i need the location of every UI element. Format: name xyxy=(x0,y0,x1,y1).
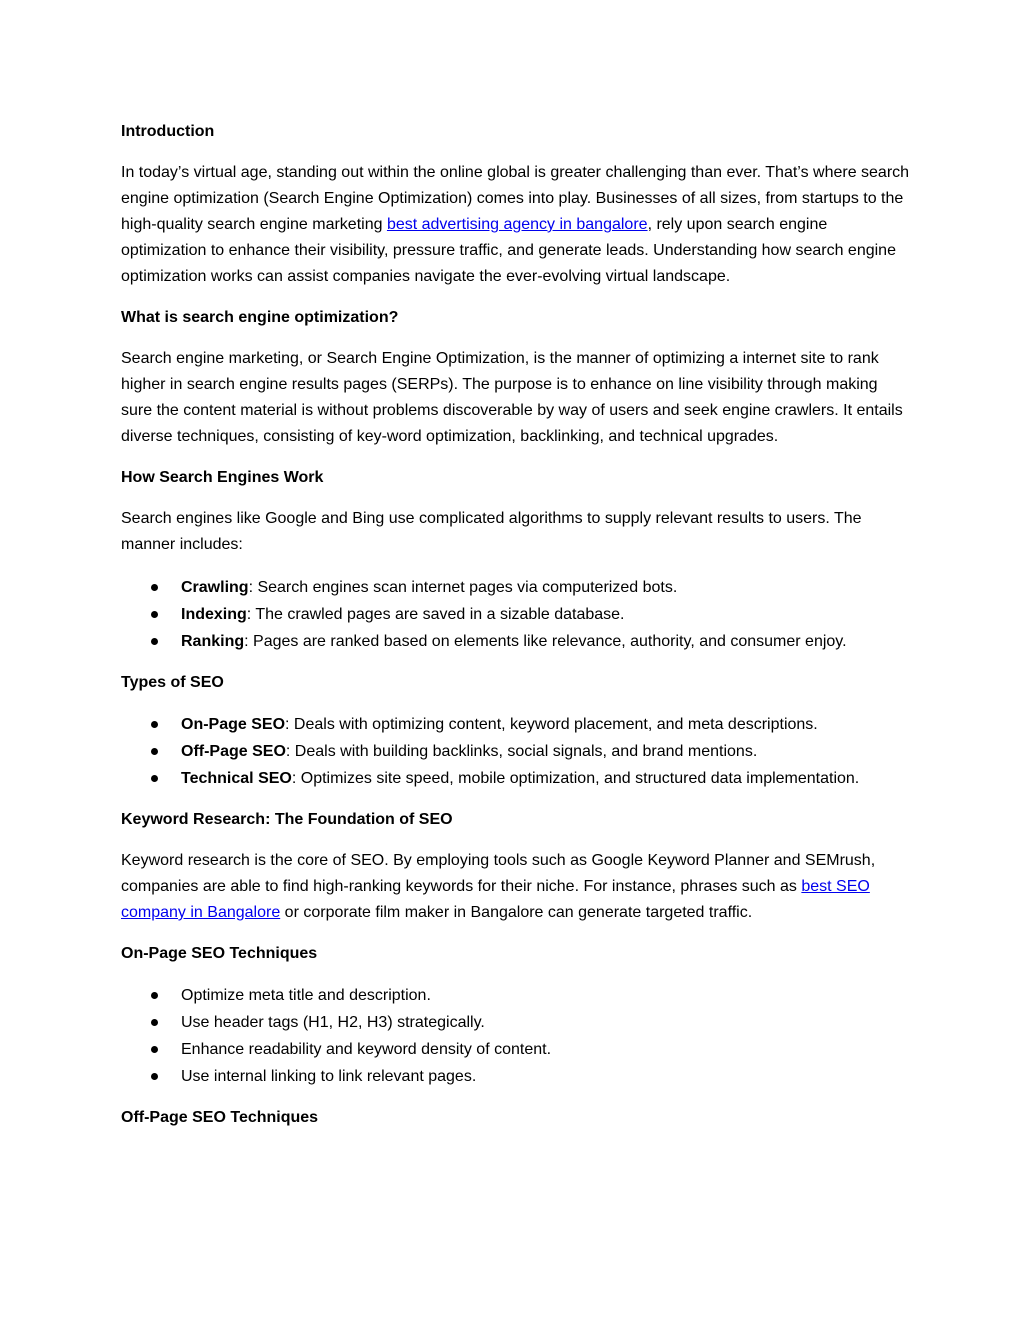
list-item-text: : The crawled pages are saved in a sizable database. xyxy=(246,606,625,623)
link-advertising-agency[interactable]: best advertising agency in bangalore xyxy=(386,216,648,233)
paragraph-keyword-research xyxy=(121,848,911,926)
bullet-icon xyxy=(151,721,158,728)
bullet-icon xyxy=(151,1046,158,1053)
bullet-icon xyxy=(151,638,158,645)
list-item-text: : Deals with optimizing content, keyword placement, and meta descriptions. xyxy=(285,716,818,733)
link-seo-company[interactable]: best SEO company in Bangalore xyxy=(121,878,870,921)
list-item xyxy=(121,982,911,1009)
list-how-search-engines-work xyxy=(121,574,911,655)
paragraph-what-is-seo: Search engine marketing, or Search Engine Optimization, is the manner of optimizing a internet site to rank higher in search engine results pages (SERPs). The purpose is to enhance on line visibility through making sure the content material is without problems discoverable by way of users and seek engine crawlers. It entails diverse techniques, consisting of key-word optimization, backlinking, and technical upgrades. xyxy=(121,350,903,445)
heading-types-of-seo: Types of SEO xyxy=(121,674,224,691)
list-on-page-seo-techniques xyxy=(121,982,911,1090)
bullet-icon xyxy=(151,775,158,782)
list-item xyxy=(121,1063,911,1090)
paragraph-intro-text-2: , rely upon search engine optimization to enhance their visibility, pressure traffic, and generate leads. Understanding how search engine optimization works can assist companies navigate the ever-evolving virtual landscape. xyxy=(121,216,896,285)
bullet-icon xyxy=(151,992,158,999)
list-item-text: : Optimizes site speed, mobile optimization, and structured data implementation. xyxy=(291,770,860,787)
paragraph-how-search-engines-work: Search engines like Google and Bing use complicated algorithms to supply relevant results to users. The manner includes: xyxy=(121,510,862,553)
list-item xyxy=(121,738,911,765)
paragraph-intro-text-1: In today’s virtual age, standing out within the online global is greater challenging than ever. That’s where search engine optimization (Search Engine Optimization) comes into play. Businesses of all sizes, from startups to the high-quality search engine marketing xyxy=(121,164,910,233)
list-item-term: Indexing xyxy=(181,606,247,623)
list-item-term: Technical SEO xyxy=(181,770,292,787)
list-item xyxy=(121,1009,911,1036)
paragraph-keyword-text-2: or corporate film maker in Bangalore can generate targeted traffic. xyxy=(280,904,753,921)
heading-on-page-seo-techniques: On-Page SEO Techniques xyxy=(121,945,318,962)
list-item-text: Enhance readability and keyword density of content. xyxy=(181,1041,552,1058)
bullet-icon xyxy=(151,1019,158,1026)
heading-what-is-seo: What is search engine optimization? xyxy=(121,309,399,326)
list-item-text: Optimize meta title and description. xyxy=(181,987,431,1004)
list-item-text: Use internal linking to link relevant pages. xyxy=(181,1068,477,1085)
list-item xyxy=(121,711,911,738)
heading-off-page-seo-techniques: Off-Page SEO Techniques xyxy=(121,1109,319,1126)
list-item xyxy=(121,601,911,628)
heading-keyword-research: Keyword Research: The Foundation of SEO xyxy=(121,811,453,828)
list-item xyxy=(121,574,911,601)
paragraph-introduction xyxy=(121,160,911,290)
list-item-term: Ranking xyxy=(181,633,245,650)
list-item-text: : Deals with building backlinks, social signals, and brand mentions. xyxy=(285,743,758,760)
list-types-of-seo xyxy=(121,711,911,792)
list-item-text: Use header tags (H1, H2, H3) strategically. xyxy=(181,1014,485,1031)
list-item xyxy=(121,628,911,655)
list-item-term: Off-Page SEO xyxy=(181,743,286,760)
bullet-icon xyxy=(151,584,158,591)
paragraph-keyword-text-1: Keyword research is the core of SEO. By employing tools such as Google Keyword Planner and SEMrush, companies are able to find high-ranking keywords for their niche. For instance, phrases such as xyxy=(121,852,876,895)
bullet-icon xyxy=(151,611,158,618)
heading-introduction: Introduction xyxy=(121,123,215,140)
list-item xyxy=(121,765,911,792)
bullet-icon xyxy=(151,1073,158,1080)
list-item-term: Crawling xyxy=(181,579,249,596)
list-item-term: On-Page SEO xyxy=(181,716,286,733)
list-item-text: : Search engines scan internet pages via computerized bots. xyxy=(248,579,678,596)
bullet-icon xyxy=(151,748,158,755)
list-item-text: : Pages are ranked based on elements like relevance, authority, and consumer enjoy. xyxy=(244,633,847,650)
document-page xyxy=(121,120,911,1146)
heading-how-search-engines-work: How Search Engines Work xyxy=(121,469,324,486)
list-item xyxy=(121,1036,911,1063)
